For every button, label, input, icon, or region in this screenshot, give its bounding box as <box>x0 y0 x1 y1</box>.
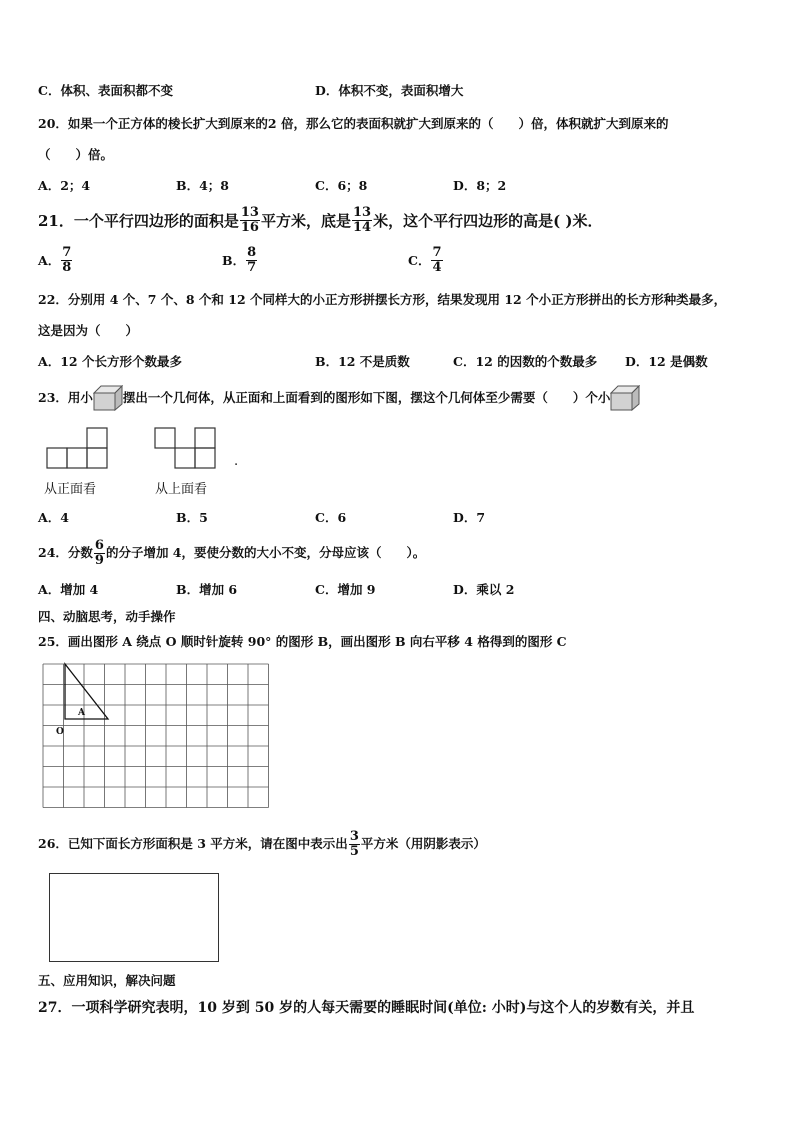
q23-period: . <box>234 454 239 469</box>
q20-option-b: B．4；8 <box>176 178 229 193</box>
small-cube-icon <box>610 385 640 411</box>
front-view-caption: 从正面看 <box>44 482 97 497</box>
q21-option-a <box>38 246 73 275</box>
point-o-label: O <box>56 727 64 737</box>
q22-stem-line1: 22．分别用 4 个、7 个、8 个和 12 个同样大的小正方形拼摆长方形，结果发现用 12 个小正方形拼出的长方形种类最多， <box>38 292 727 307</box>
q24-option-d: D．乘以 2 <box>453 582 515 597</box>
q26-text-1: 26．已知下面长方形面积是 3 平方米，请在图中表示出 <box>38 836 348 851</box>
q23-stem <box>38 385 640 411</box>
q22-option-b: B．12 不是质数 <box>315 354 410 369</box>
q20-stem-line2: （ ）倍。 <box>38 147 114 162</box>
q25-stem: 25．画出图形 A 绕点 O 顺时针旋转 90° 的图形 B，画出图形 B 向右平移 4 格得到的图形 C <box>38 634 567 649</box>
q19-option-d: D．体积不变，表面积增大 <box>315 83 464 98</box>
q24-option-b: B．增加 6 <box>176 582 238 597</box>
q21-frac2-num: 13 <box>353 205 372 220</box>
q24-option-c: C．增加 9 <box>315 582 376 597</box>
q21-opt-c-num: 7 <box>432 245 442 260</box>
q21-opt-a-label: A． <box>38 252 61 268</box>
q23-text-1: 23．用小 <box>38 390 93 405</box>
q22-option-a: A．12 个长方形个数最多 <box>38 354 182 369</box>
q26-stem <box>38 828 486 860</box>
q27-stem: 27．一项科学研究表明，10 岁到 50 岁的人每天需要的睡眠时间(单位: 小时)与这个人的岁数有关，并且 <box>38 1000 695 1016</box>
q21-fraction-base <box>352 206 372 235</box>
q23-option-a: A．4 <box>38 510 69 525</box>
q21-opt-a-frac <box>61 246 72 275</box>
q21-option-c <box>408 246 444 275</box>
q22-option-d: D．12 是偶数 <box>625 354 708 369</box>
q20-option-d: D．8；2 <box>453 178 507 193</box>
q21-frac1-num: 13 <box>240 205 259 220</box>
q21-opt-c-den: 4 <box>432 260 442 275</box>
q21-opt-b-num: 8 <box>247 245 257 260</box>
top-view-figure <box>154 427 218 469</box>
q23-option-d: D．7 <box>453 510 486 525</box>
q26-fraction <box>349 830 360 859</box>
q24-text-2: 的分子增加 4，要使分数的大小不变，分母应该（ ）。 <box>105 545 426 560</box>
shape-a-label: A <box>78 708 85 718</box>
q19-option-c: C．体积、表面积都不变 <box>38 83 173 98</box>
q23-text-2: 摆出一个几何体，从正面和上面看到的图形如下图，摆这个几何体至少需要（ ）个小 <box>122 390 611 405</box>
q21-text-2: 平方米，底是 <box>260 211 351 230</box>
q26-text-2: 平方米（用阴影表示） <box>360 836 486 851</box>
q24-stem <box>38 538 425 568</box>
q24-text-1: 24．分数 <box>38 545 93 560</box>
section-5-heading: 五、应用知识，解决问题 <box>38 973 176 988</box>
q25-grid-figure <box>40 660 270 820</box>
q21-opt-b-frac <box>246 246 257 275</box>
q21-frac1-den: 16 <box>240 220 259 235</box>
q24-option-a: A．增加 4 <box>38 582 99 597</box>
q26-rectangle[interactable] <box>49 873 219 962</box>
q24-fraction <box>94 539 105 568</box>
q21-opt-a-num: 7 <box>62 245 72 260</box>
q21-opt-b-label: B． <box>222 252 246 268</box>
section-4-heading: 四、动脑思考，动手操作 <box>38 609 176 624</box>
q23-option-b: B．5 <box>176 510 208 525</box>
q21-opt-c-frac <box>431 246 442 275</box>
q21-stem <box>38 206 603 235</box>
q26-frac-num: 3 <box>349 828 359 844</box>
q20-option-c: C．6；8 <box>315 178 368 193</box>
top-view-caption: 从上面看 <box>155 482 208 497</box>
q24-frac-num: 6 <box>94 537 104 553</box>
q22-stem-line2: 这是因为（ ） <box>38 323 139 338</box>
q21-text-3: 米，这个平行四边形的高是( )米． <box>373 211 603 230</box>
q24-frac-den: 9 <box>94 552 104 568</box>
q21-fraction-area <box>240 206 260 235</box>
q20-option-a: A．2；4 <box>38 178 91 193</box>
q22-option-c: C．12 的因数的个数最多 <box>453 354 598 369</box>
q23-option-c: C．6 <box>315 510 347 525</box>
q21-option-b <box>222 246 258 275</box>
small-cube-icon <box>93 385 123 411</box>
q20-stem-line1: 20．如果一个正方体的棱长扩大到原来的2 倍，那么它的表面积就扩大到原来的（ ）倍，体积就扩大到原来的 <box>38 116 669 131</box>
q21-frac2-den: 14 <box>353 220 372 235</box>
q21-opt-b-den: 7 <box>247 260 257 275</box>
front-view-figure <box>46 427 110 469</box>
q26-frac-den: 5 <box>349 843 359 859</box>
q21-opt-a-den: 8 <box>62 260 72 275</box>
q21-text-1: 21．一个平行四边形的面积是 <box>38 211 239 230</box>
q21-opt-c-label: C． <box>408 252 431 268</box>
